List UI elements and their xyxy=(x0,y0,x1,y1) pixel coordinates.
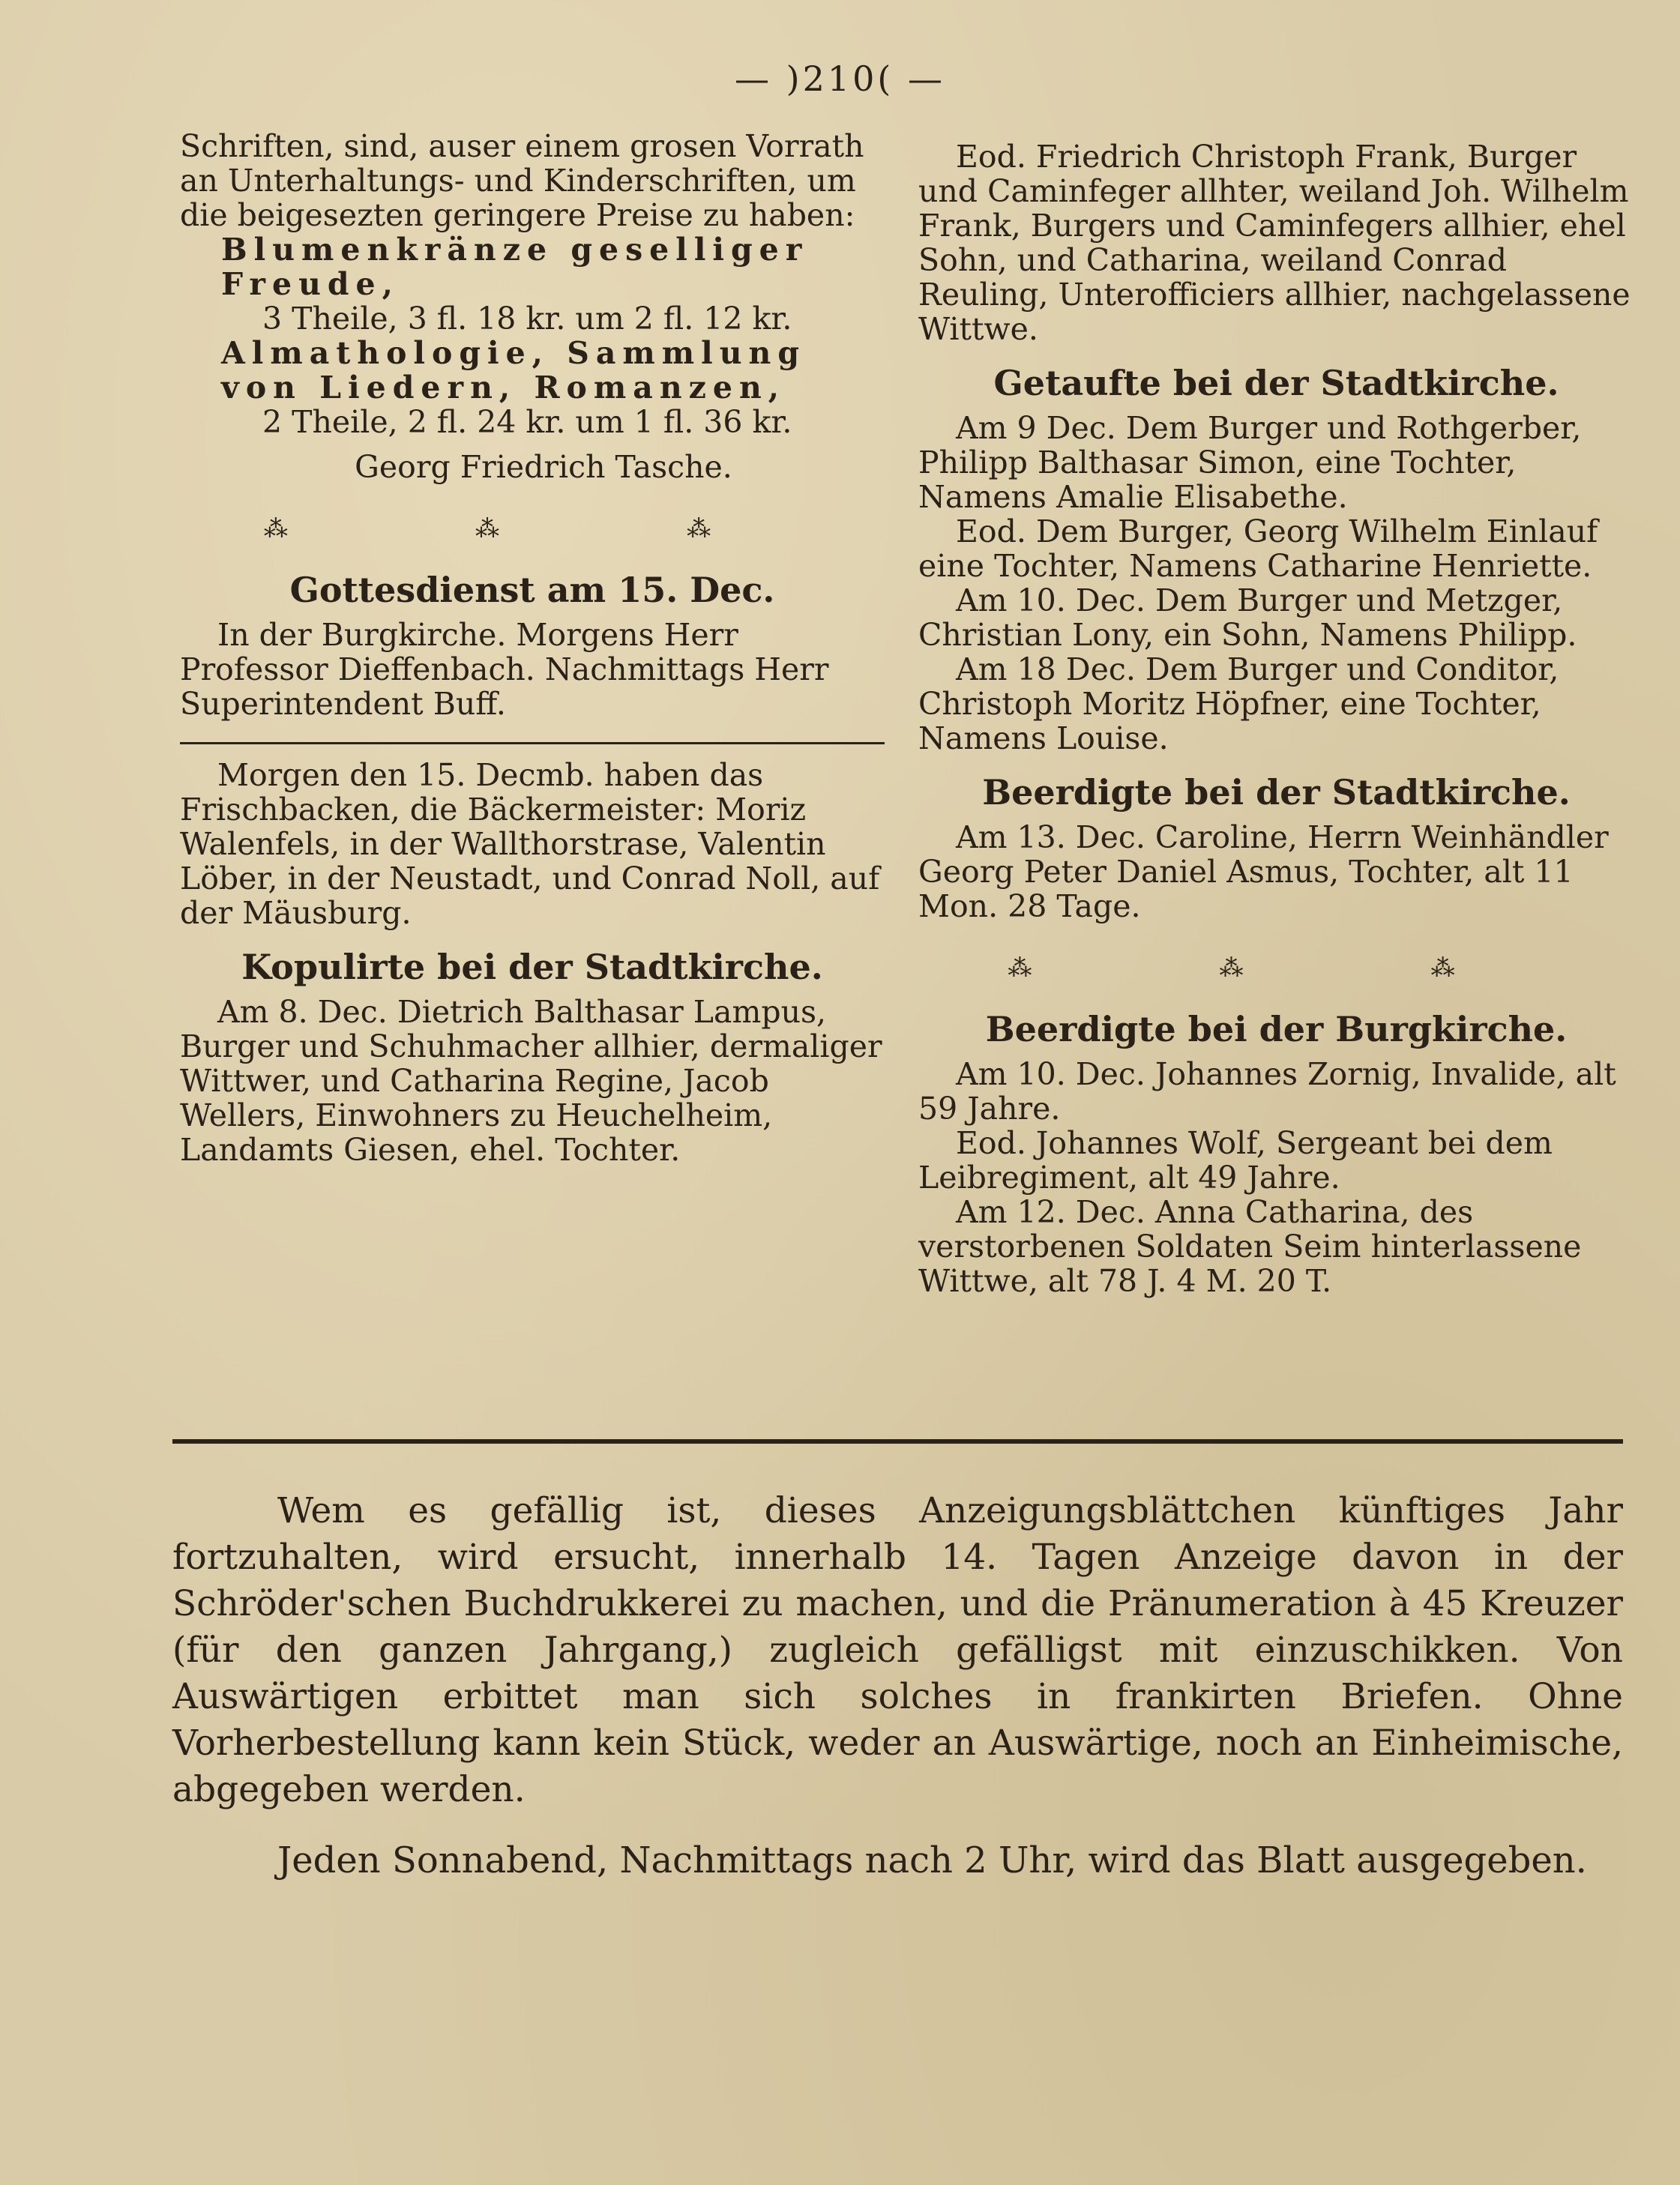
buried-city-heading: Beerdigte bei der Stadtkirche. xyxy=(982,772,1571,813)
publication-schedule: Jeden Sonnabend, Nachmittags nach 2 Uhr, wird das Blatt ausgegeben. xyxy=(277,1839,1587,1881)
right-column xyxy=(918,139,1634,1298)
baptized-entry: Am 18 Dec. Dem Burger und Conditor, Christoph Moritz Höpfner, eine Tochter, Namens Louise. xyxy=(918,651,1559,756)
ornament-divider: ⁂ ⁂ ⁂ xyxy=(263,514,801,543)
buried-castle-entry: Am 12. Dec. Anna Catharina, des verstorbenen Soldaten Seim hinterlassene Wittwe, alt 78 J. 4 M. 20 T. xyxy=(918,1194,1582,1299)
page-divider-rule xyxy=(172,1439,1623,1444)
book-price-blumenkraenze: 3 Theile, 3 fl. 18 kr. um 2 fl. 12 kr. xyxy=(262,301,792,337)
buried-castle-entry: Eod. Johannes Wolf, Sergeant bei dem Leibregiment, alt 49 Jahre. xyxy=(918,1125,1553,1196)
bakers-notice: Morgen den 15. Decmb. haben das Frischbacken, die Bäckermeister: Moriz Walenfels, in der Wallthorstrase, Valentin Löber, in der Neustadt, und Conrad Noll, auf der Mäusburg. xyxy=(180,757,880,931)
baptized-heading: Getaufte bei der Stadtkirche. xyxy=(993,363,1559,403)
married-entry-continued: Eod. Friedrich Christoph Frank, Burger und Caminfeger allhter, weiland Joh. Wilhelm Frank, Burgers und Caminfegers allhier, ehel Sohn, und Catharina, weiland Conrad Reuling, Unterofficiers allhier, nachgelassene Wittwe. xyxy=(918,139,1631,347)
advertiser-signature: Georg Friedrich Tasche. xyxy=(355,449,732,485)
section-rule xyxy=(180,742,885,744)
left-column xyxy=(180,129,885,1167)
service-text: In der Burgkirche. Morgens Herr Professor Dieffenbach. Nachmittags Herr Superintendent Buff. xyxy=(180,617,829,722)
buried-castle-entry: Am 10. Dec. Johannes Zornig, Invalide, alt 59 Jahre. xyxy=(918,1056,1616,1127)
page-number: — )210( — xyxy=(735,58,945,99)
book-title-almathologie: Almathologie, Sammlung von Liedern, Romanzen, xyxy=(221,335,807,406)
buried-castle-heading: Beerdigte bei der Burgkirche. xyxy=(985,1009,1568,1049)
baptized-entry: Am 9 Dec. Dem Burger und Rothgerber, Philipp Balthasar Simon, eine Tochter, Namens Amalie Elisabethe. xyxy=(918,410,1582,515)
subscription-text: Wem es gefällig ist, dieses Anzeigungsblättchen künftiges Jahr fortzuhalten, wird ersucht, innerhalb 14. Tagen Anzeige davon in der Schröder'schen Buchdrukkerei zu machen, und die Pränumeration à 45 Kreuzer (für den ganzen Jahrgang,) zugleich gefälligst mit einzuschikken. Von Auswärtigen erbittet man sich solches in frankirten Briefen. Ohne Vorherbestellung kann kein Stück, weder an Auswärtige, noch an Einheimische, abgegeben werden. xyxy=(172,1490,1623,1810)
ornament-divider: ⁂ ⁂ ⁂ xyxy=(1008,953,1545,982)
baptized-entry: Eod. Dem Burger, Georg Wilhelm Einlauf eine Tochter, Namens Catharine Henriette. xyxy=(918,513,1598,584)
book-price-almathologie: 2 Theile, 2 fl. 24 kr. um 1 fl. 36 kr. xyxy=(262,404,792,440)
book-title-blumenkraenze: Blumenkränze geselliger Freude, xyxy=(221,232,809,302)
baptized-entry: Am 10. Dec. Dem Burger und Metzger, Christian Lony, ein Sohn, Namens Philipp. xyxy=(918,582,1577,653)
married-heading: Kopulirte bei der Stadtkirche. xyxy=(241,947,823,987)
married-entry: Am 8. Dec. Dietrich Balthasar Lampus, Burger und Schuhmacher allhier, dermaliger Wittwer, und Catharina Regine, Jacob Wellers, Einwohners zu Heuchelheim, Landamts Giesen, ehel. Tochter. xyxy=(180,994,882,1168)
service-heading: Gottesdienst am 15. Dec. xyxy=(289,570,775,610)
subscription-notice xyxy=(172,1488,1623,1884)
book-offer-intro: Schriften, sind, auser einem grosen Vorrath an Unterhaltungs- und Kinderschriften, um die beigesezten geringere Preise zu haben: xyxy=(180,128,864,233)
buried-city-entry: Am 13. Dec. Caroline, Herrn Weinhändler Georg Peter Daniel Asmus, Tochter, alt 11 Mon. 28 Tage. xyxy=(918,819,1609,924)
